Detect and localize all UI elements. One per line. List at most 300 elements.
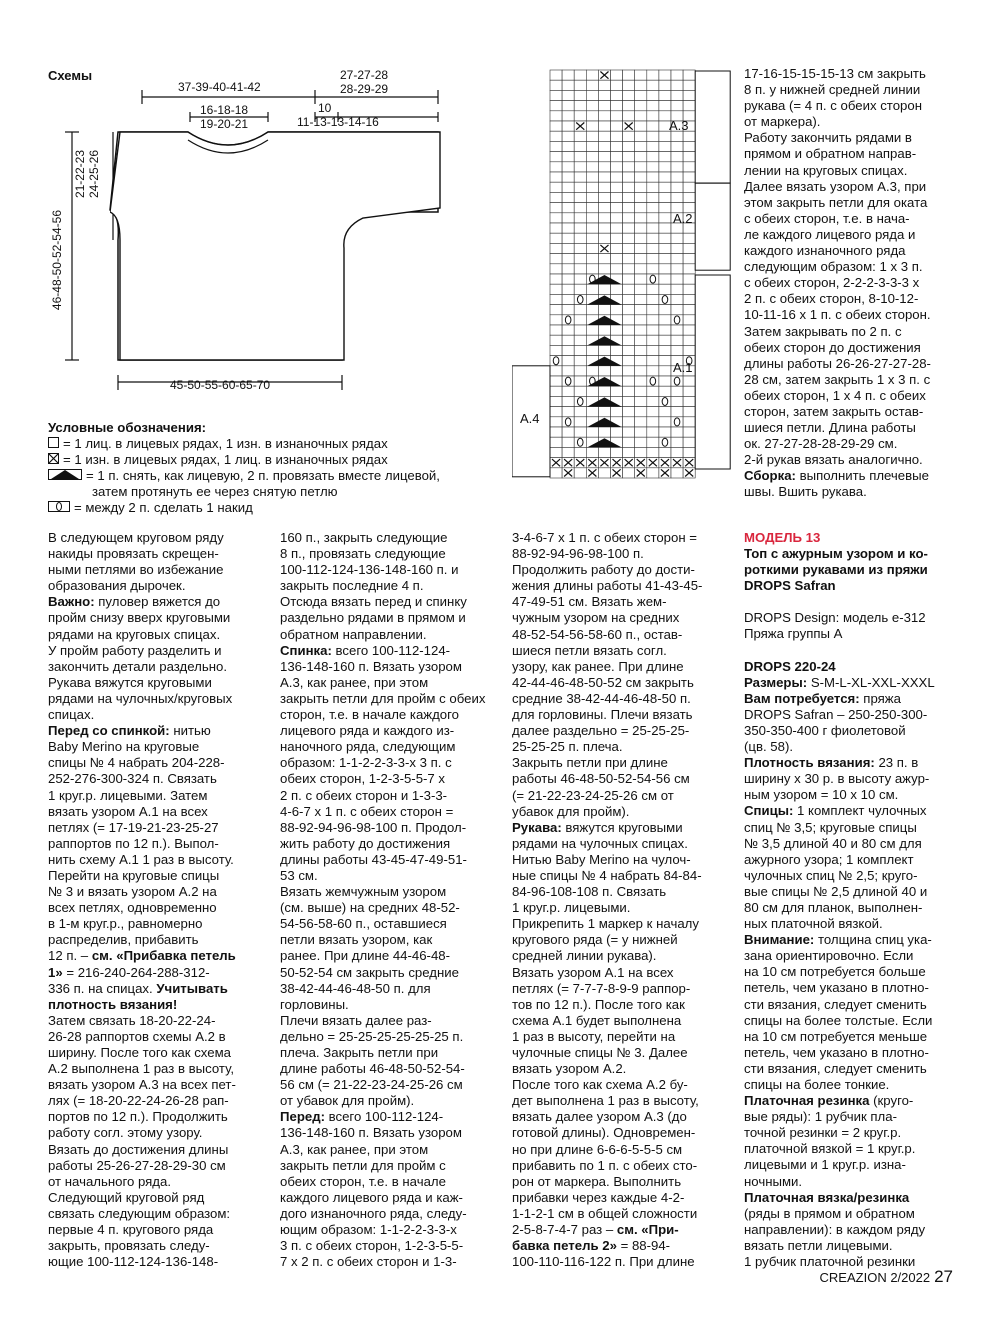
text-line: 10-11-16 x 1 п. с обеих сторон. xyxy=(744,307,931,323)
text-line: 54-56-58-60 п., оставшиеся xyxy=(280,916,447,932)
chart-cell xyxy=(562,447,574,457)
text-line: портов по 12 п.). Продолжить xyxy=(48,1109,228,1125)
chart-cell xyxy=(683,80,695,90)
chart-cell xyxy=(611,345,623,355)
chart-cell xyxy=(586,233,598,243)
text-line: 26-28 раппортов схемы A.2 в xyxy=(48,1028,226,1044)
text-line: обеих сторон до достижения xyxy=(744,339,921,355)
chart-cell xyxy=(598,172,610,182)
chart-cell xyxy=(586,213,598,223)
chart-cell xyxy=(671,70,683,80)
chart-cell xyxy=(611,141,623,151)
chart-cell xyxy=(683,407,695,417)
chart-cell xyxy=(671,447,683,457)
text-line: лях (= 18-20-22-24-26-28 рап- xyxy=(48,1093,229,1109)
chart-cell xyxy=(550,111,562,121)
text-line: ширину x 30 р. в высоту ажур- xyxy=(744,771,930,787)
text-line: вязать далее узором A.3 (до xyxy=(512,1109,687,1125)
chart-cell xyxy=(647,468,659,478)
dim-total-length: 46-48-50-52-54-56 xyxy=(50,210,64,311)
chart-cell xyxy=(659,141,671,151)
chart-cell xyxy=(623,182,635,192)
chart-cell xyxy=(550,141,562,151)
text-line: этом закрыть петли для оката xyxy=(744,194,928,210)
chart-cell xyxy=(623,162,635,172)
text-line: плеча. Закрыть петли при xyxy=(280,1045,439,1060)
chart-cell xyxy=(623,427,635,437)
chart-cell xyxy=(671,305,683,315)
chart-cell xyxy=(598,121,610,131)
chart-cell xyxy=(683,172,695,182)
chart-cell xyxy=(574,203,586,213)
chart-cell xyxy=(635,325,647,335)
chart-cell xyxy=(623,335,635,345)
chart-cell xyxy=(623,345,635,355)
chart-cell xyxy=(586,192,598,202)
text-line: работу согл. этому узору. xyxy=(48,1125,203,1141)
text-line: закрыть петли для пройм с xyxy=(280,1157,446,1173)
text-line: A.3, как ранее, при этом xyxy=(280,1141,429,1157)
chart-cell xyxy=(574,254,586,264)
text-line: 3 п. с обеих сторон, 1-2-3-5-5- xyxy=(280,1238,464,1254)
chart-cell xyxy=(611,407,623,417)
text-line: дельно = 25-25-25-25-25-25 п. xyxy=(280,1028,464,1044)
chart-cell xyxy=(659,335,671,345)
chart-cell xyxy=(562,121,574,131)
text-line: Внимание: толщина спиц ука- xyxy=(744,932,932,948)
chart-cell xyxy=(659,70,671,80)
text-line: (цв. 58). xyxy=(744,739,794,755)
chart-cell xyxy=(574,152,586,162)
text-line: средние 38-42-44-46-48-50 п. xyxy=(512,690,691,706)
text-line: платочной вязкой = 1 круг.р. xyxy=(744,1141,916,1157)
text-line: Baby Merino на круговые xyxy=(48,739,200,755)
text-line: Рукава вяжутся круговыми xyxy=(48,674,212,690)
text-line: 1 круг.р. лицевыми. Затем xyxy=(48,787,208,803)
chart-cell xyxy=(635,152,647,162)
chart-cell xyxy=(611,203,623,213)
chart-cell xyxy=(574,366,586,376)
chart-cell xyxy=(574,172,586,182)
chart-cell xyxy=(562,162,574,172)
chart-cell xyxy=(550,243,562,253)
chart-cell xyxy=(574,141,586,151)
legend-item-knit: = 1 лиц. в лицевых рядах, 1 изн. в изнаночных рядах xyxy=(48,436,508,452)
chart-cell xyxy=(635,243,647,253)
chart-cell xyxy=(647,427,659,437)
text-line: 48-52-54-56-58-60 п., остав- xyxy=(512,626,683,642)
text-line: ными петлями во избежание xyxy=(48,562,224,578)
chart-cell xyxy=(671,90,683,100)
chart-cell xyxy=(562,294,574,304)
chart-cell xyxy=(647,203,659,213)
chart-cell xyxy=(647,396,659,406)
chart-cell xyxy=(659,427,671,437)
text-line: зана ориентировочно. Если xyxy=(744,948,914,964)
text-line: рукава (= 4 п. с обеих сторон xyxy=(744,98,922,114)
chart-cell xyxy=(635,315,647,325)
text-line: 160 п., закрыть следующие xyxy=(280,530,448,545)
text-line: 252-276-300-324 п. Связать xyxy=(48,771,217,787)
chart-cell xyxy=(611,131,623,141)
chart-cell xyxy=(598,223,610,233)
chart-cell xyxy=(562,356,574,366)
dim-shoulder: 11-13-13-14-16 xyxy=(297,115,379,129)
text-line: на 10 см потребуется меньше xyxy=(744,1028,928,1044)
text-line: 136-148-160 п. Вязать узором xyxy=(280,658,462,674)
chart-cell xyxy=(671,141,683,151)
text-line: на 10 см потребуется больше xyxy=(744,964,926,980)
text-line: ле каждого лицевого ряда и xyxy=(744,226,916,242)
chart-bracket-a2 xyxy=(695,183,730,270)
triangle-decrease-icon xyxy=(48,468,82,484)
chart-cell xyxy=(659,345,671,355)
chart-cell xyxy=(659,417,671,427)
chart-cell xyxy=(574,345,586,355)
chart-cell xyxy=(623,396,635,406)
pattern-chart xyxy=(512,66,737,486)
chart-cell xyxy=(671,386,683,396)
chart-cell xyxy=(574,417,586,427)
text-line: DROPS Safran – 250-250-300- xyxy=(744,706,928,722)
chart-cell xyxy=(598,111,610,121)
chart-cell xyxy=(635,70,647,80)
chart-cell xyxy=(562,243,574,253)
chart-cell xyxy=(574,325,586,335)
chart-cell xyxy=(671,182,683,192)
chart-cell xyxy=(586,223,598,233)
chart-cell xyxy=(659,101,671,111)
chart-cell xyxy=(635,172,647,182)
chart-cell xyxy=(550,294,562,304)
chart-cell xyxy=(586,131,598,141)
chart-cell xyxy=(635,284,647,294)
chart-cell xyxy=(647,233,659,243)
text-line: Важно: пуловер вяжется до xyxy=(48,594,221,610)
chart-cell xyxy=(683,437,695,447)
text-line: В следующем круговом ряду xyxy=(48,530,224,545)
text-line: 1» = 216-240-264-288-312- xyxy=(48,964,210,980)
text-line: обеих сторон, 1 x 4 п. с обеих xyxy=(744,387,926,403)
chart-cell xyxy=(623,243,635,253)
chart-cell xyxy=(683,162,695,172)
text-line: 2-5-8-7-4-7 раз – см. «При- xyxy=(512,1222,679,1238)
text-line: 7 x 2 п. с обеих сторон и 1-3- xyxy=(280,1254,457,1270)
chart-cell xyxy=(659,447,671,457)
text-line: вязать узором A.1 на всех xyxy=(48,803,208,819)
chart-cell xyxy=(562,70,574,80)
chart-cell xyxy=(635,80,647,90)
chart-cell xyxy=(550,172,562,182)
chart-cell xyxy=(647,101,659,111)
chart-cell xyxy=(611,254,623,264)
text-line: связать следующим образом: xyxy=(48,1205,231,1221)
chart-cell xyxy=(598,192,610,202)
chart-cell xyxy=(671,427,683,437)
chart-cell xyxy=(623,223,635,233)
chart-cell xyxy=(647,407,659,417)
text-line: 56 см (= 21-22-23-24-25-26 см xyxy=(280,1077,463,1093)
chart-cell xyxy=(598,90,610,100)
chart-cell xyxy=(562,131,574,141)
chart-cell xyxy=(635,294,647,304)
text-line: Перед: всего 100-112-124- xyxy=(280,1109,444,1125)
dim-armhole-1: 21-22-23 xyxy=(73,150,87,199)
chart-cell xyxy=(623,80,635,90)
text-line: жения длины работы 41-43-45- xyxy=(512,578,703,594)
chart-cell xyxy=(574,284,586,294)
chart-cell xyxy=(659,305,671,315)
chart-cell xyxy=(550,437,562,447)
text-line: № 3 и вязать узором A.2 на xyxy=(48,884,217,900)
chart-cell xyxy=(659,162,671,172)
chart-cell xyxy=(635,203,647,213)
chart-cell xyxy=(671,396,683,406)
text-line: Отсюда вязать перед и спинку xyxy=(280,594,467,610)
text-line: 2 п. с обеих сторон и 1-3-3- xyxy=(280,787,448,803)
chart-cell xyxy=(659,325,671,335)
chart-cell xyxy=(574,447,586,457)
text-line: но при длине 6-6-6-5-5-5 см xyxy=(512,1141,683,1157)
text-line: с обеих сторон, 2-2-2-3-3-3 x xyxy=(744,275,920,291)
chart-cell xyxy=(683,417,695,427)
text-line: вязать узором A.2. xyxy=(512,1061,627,1077)
chart-cell xyxy=(586,162,598,172)
chart-cell xyxy=(611,121,623,131)
text-line: Перед со спинкой: нитью xyxy=(48,723,211,739)
chart-cell xyxy=(598,427,610,437)
chart-cell xyxy=(683,315,695,325)
text-line: вые ряды): 1 рубчик пла- xyxy=(744,1109,897,1125)
chart-cell xyxy=(598,182,610,192)
chart-cell xyxy=(659,182,671,192)
chart-cell xyxy=(659,356,671,366)
chart-cell xyxy=(659,366,671,376)
chart-cell xyxy=(683,294,695,304)
chart-cell xyxy=(659,315,671,325)
text-line: 336 п. на спицах. Учитывать xyxy=(48,980,228,996)
text-line: лицевого ряда и каждого из- xyxy=(280,723,455,739)
chart-cell xyxy=(635,345,647,355)
chart-cell xyxy=(586,141,598,151)
chart-cell xyxy=(671,80,683,90)
text-line: 88-92-94-96-98-100 п. xyxy=(512,546,644,562)
text-line: сти вязания, следует сменить xyxy=(744,1060,927,1076)
chart-cell xyxy=(611,264,623,274)
text-line: петлях (= 17-19-21-23-25-27 xyxy=(48,819,219,835)
chart-cell xyxy=(550,182,562,192)
text-line: от убавок для пройм). xyxy=(280,1093,415,1109)
text-line: Работу закончить рядами в xyxy=(744,130,912,146)
chart-cell xyxy=(623,111,635,121)
text-line: Вязать узором A.1 на всех xyxy=(512,964,674,980)
dim-sleeve-top-2: 28-29-29 xyxy=(340,82,389,96)
chart-cell xyxy=(611,284,623,294)
text-line: от начального ряда. xyxy=(48,1173,172,1189)
chart-cell xyxy=(623,366,635,376)
text-column-4 xyxy=(744,530,974,1270)
text-line: рядами на чулочных/круговых xyxy=(48,690,233,706)
text-line: направлении): в каждом ряду xyxy=(744,1221,926,1237)
chart-cell xyxy=(659,386,671,396)
text-line: в 1-м круг.р., равномерно xyxy=(48,916,203,932)
chart-cell xyxy=(562,141,574,151)
chart-cell xyxy=(598,162,610,172)
chart-cell xyxy=(623,131,635,141)
chart-cell xyxy=(635,90,647,100)
text-line: Прикрепить 1 маркер к началу xyxy=(512,916,699,932)
chart-cell xyxy=(647,182,659,192)
chart-cell xyxy=(550,162,562,172)
text-line: Вам потребуется: пряжа xyxy=(744,690,901,706)
chart-cell xyxy=(598,80,610,90)
chart-cell xyxy=(635,407,647,417)
chart-cell xyxy=(635,274,647,284)
text-column-3 xyxy=(512,530,737,1270)
chart-cell xyxy=(562,325,574,335)
chart-cell xyxy=(550,325,562,335)
chart-cell xyxy=(635,417,647,427)
text-line: плотность вязания! xyxy=(48,996,178,1012)
chart-cell xyxy=(586,111,598,121)
chart-cell xyxy=(611,213,623,223)
chart-cell xyxy=(562,192,574,202)
chart-cell xyxy=(562,407,574,417)
text-line: Платочная вязка/резинка xyxy=(744,1189,910,1205)
chart-cell xyxy=(623,468,635,478)
chart-cell xyxy=(635,131,647,141)
chart-cell xyxy=(635,162,647,172)
chart-cell xyxy=(586,407,598,417)
chart-cell xyxy=(574,427,586,437)
text-line: 1 раз в высоту, перейти на xyxy=(512,1028,676,1044)
chart-cell xyxy=(574,356,586,366)
chart-cell xyxy=(647,172,659,182)
text-line: сторон, затем закрыть остав- xyxy=(744,403,924,419)
chart-cell xyxy=(635,192,647,202)
chart-cell xyxy=(550,223,562,233)
chart-cell xyxy=(671,335,683,345)
chart-cell xyxy=(671,192,683,202)
chart-cell xyxy=(647,356,659,366)
text-line: длины работы 26-26-27-27-28- xyxy=(744,355,931,371)
chart-cell xyxy=(550,284,562,294)
text-line: Вязать до достижения длины xyxy=(48,1141,229,1157)
dim-bottom-width: 45-50-55-60-65-70 xyxy=(170,378,271,392)
chart-cell xyxy=(647,254,659,264)
chart-cell xyxy=(611,386,623,396)
chart-cell xyxy=(550,90,562,100)
chart-cell xyxy=(647,305,659,315)
text-line: каждого изнаночного ряда xyxy=(744,243,906,259)
chart-cell xyxy=(623,141,635,151)
chart-cell xyxy=(635,335,647,345)
chart-cell xyxy=(562,80,574,90)
chart-cell xyxy=(550,254,562,264)
chart-cell xyxy=(623,101,635,111)
model-number: МОДЕЛЬ 13 xyxy=(744,530,821,545)
chart-cell xyxy=(586,70,598,80)
text-line: прибавки через каждые 4-2- xyxy=(512,1189,685,1205)
chart-cell xyxy=(683,274,695,284)
text-line: далее раздельно = 25-25-25- xyxy=(512,723,690,739)
chart-cell xyxy=(683,70,695,80)
chart-cell xyxy=(683,396,695,406)
text-line: ные спицы № 4 набрать 84-84- xyxy=(512,867,702,883)
text-line: обратном направлении. xyxy=(280,626,427,642)
text-line: 2 п. с обеих сторон, 8-10-12- xyxy=(744,291,919,307)
chart-cell xyxy=(598,203,610,213)
chart-cell xyxy=(647,335,659,345)
text-line: кругового ряда (= у нижней xyxy=(512,932,678,948)
chart-cell xyxy=(671,101,683,111)
chart-cell xyxy=(683,345,695,355)
chart-cell xyxy=(574,376,586,386)
text-line: 1 рубчик платочной резинки xyxy=(744,1254,916,1270)
dim-sleeve-top-1: 27-27-28 xyxy=(340,68,389,82)
text-line: прибавить по 1 п. с обеих сто- xyxy=(512,1157,698,1173)
chart-cell xyxy=(550,213,562,223)
chart-cell xyxy=(574,182,586,192)
chart-cell xyxy=(623,356,635,366)
text-line: Нитью Baby Merino на чулоч- xyxy=(512,851,691,867)
chart-cell xyxy=(550,407,562,417)
chart-cell xyxy=(647,447,659,457)
text-line: прямом и обратном направ- xyxy=(744,146,917,162)
chart-cell xyxy=(550,131,562,141)
chart-cell xyxy=(635,141,647,151)
chart-cell xyxy=(611,80,623,90)
chart-cell xyxy=(659,80,671,90)
chart-cell xyxy=(683,284,695,294)
chart-cell xyxy=(562,284,574,294)
schematic-title: Схемы xyxy=(48,68,93,83)
dim-neck-2: 19-20-21 xyxy=(200,117,249,131)
text-line: раппортов по 12 п.). Выпол- xyxy=(48,835,219,851)
chart-cell xyxy=(562,233,574,243)
chart-cell xyxy=(647,111,659,121)
chart-cell xyxy=(623,274,635,284)
chart-cell xyxy=(671,254,683,264)
text-line: убавок для пройм). xyxy=(512,803,630,819)
chart-cell xyxy=(550,203,562,213)
text-line: 2-й рукав вязать аналогично. xyxy=(744,452,923,468)
chart-cell xyxy=(647,325,659,335)
chart-cell xyxy=(550,345,562,355)
text-line: с обеих сторон, т.е. в нача- xyxy=(744,210,910,226)
chart-cell xyxy=(611,233,623,243)
chart-cell xyxy=(598,213,610,223)
chart-cell xyxy=(598,447,610,457)
text-line: У пройм работу разделить и xyxy=(48,642,222,658)
magazine-name: CREAZION 2/2022 xyxy=(819,1270,931,1285)
chart-cell xyxy=(586,203,598,213)
text-line: Закрыть петли при длине xyxy=(512,755,668,771)
chart-cell xyxy=(562,274,574,284)
text-line: A.2 выполнена 1 раз в высоту, xyxy=(48,1061,235,1077)
body-outline xyxy=(110,128,450,363)
chart-cell xyxy=(550,315,562,325)
right-top-text: 17-16-15-15-15-13 см закрыть 8 п. у нижней средней линии рукава (= 4 п. с обеих сторон от маркера). Работу закончить рядами в прямом и обратном направ- лении на круговых спицах. Далее вязать узором A.3, при этом закрыть петли для оката с обеих сторон, т.е. в нача- ле каждого лицевого ряда и каждого изнаночного ряда следующим образом: 1 x 3 п. с обеих сторон, 2-2-2-3-3-3 x 2 п. с обеих сторон, 8-10-12- 10-11-16 x 1 п. с обеих сторон. Затем закрывать по 2 п. с обеих сторон до достижения длины работы 26-26-27-27-28- 28 см, затем закрыть 1 x 3 п. с обеих сторон, 1 x 4 п. с обеих сторон, затем закрыть остав- шиеся петли. Длина работы ок. 27-27-28-28-29-29 см. 2-й рукав вязать аналогично. Сборка: выполнить плечевые швы. Вшить рукава. xyxy=(744,66,974,501)
chart-cell xyxy=(562,213,574,223)
text-line: 1 круг.р. лицевыми. xyxy=(512,900,631,916)
chart-cell xyxy=(623,447,635,457)
chart-cell xyxy=(623,376,635,386)
chart-cell xyxy=(623,437,635,447)
text-line: вязать узором A.3 на всех пет- xyxy=(48,1077,236,1093)
chart-cell xyxy=(550,427,562,437)
text-line: спицы на более тонкие. xyxy=(744,1077,890,1092)
